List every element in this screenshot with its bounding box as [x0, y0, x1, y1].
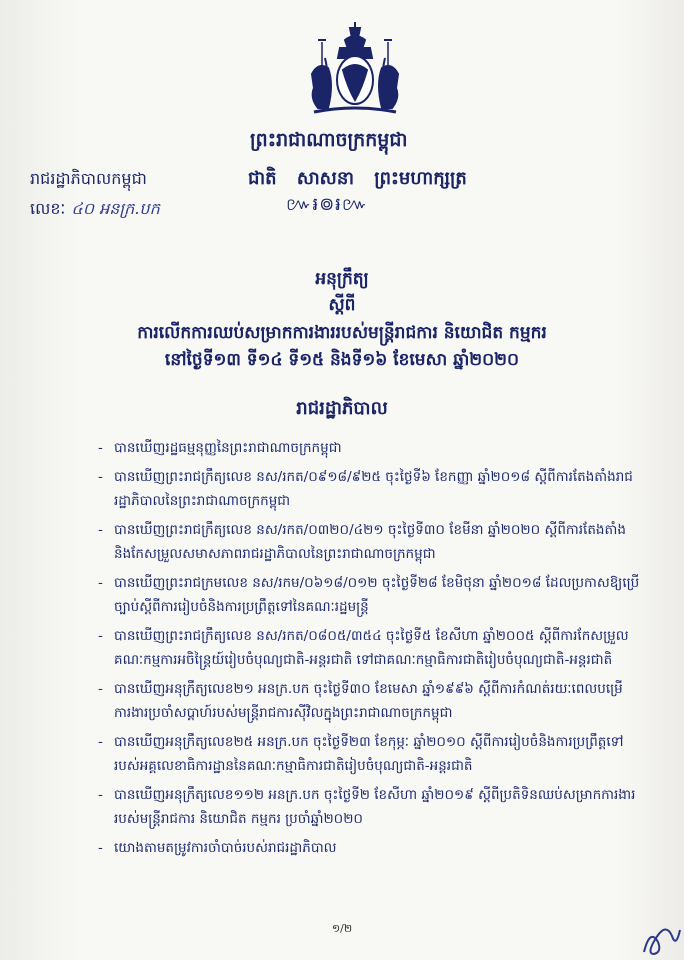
preamble-item: - បានឃើញព្រះរាជក្រឹត្យលេខ នស/រកត/០៣២០/៤២១ ចុះថ្ងៃទី៣០ ខែមីនា ឆ្នាំ២០២០ ស្តីពីការតែងតាំងនិងកែសម្រួលសមាសភាពរាជរដ្ឋាភិបាលនៃព្រះរាជាណាចក្រកម្ពុជា [98, 518, 646, 566]
preamble-list [98, 436, 646, 865]
preamble-item: - យោងតាមតម្រូវការចាំបាច់របស់រាជរដ្ឋាភិបាល [98, 836, 646, 860]
preamble-item: - បានឃើញរដ្ឋធម្មនុញ្ញនៃព្រះរាជាណាចក្រកម្ពុជា [98, 436, 646, 460]
handwritten-initial-signature [636, 908, 684, 960]
preamble-item: - បានឃើញអនុក្រឹត្យលេខ១១២ អនក្រ.បក ចុះថ្ងៃទី២ ខែសីហា ឆ្នាំ២០១៩ ស្តីពីប្រតិទិនឈប់សម្រាកការងាររបស់មន្ត្រីរាជការ និយោជិត កម្មករ ប្រចាំឆ្នាំ២០២០ [98, 783, 646, 831]
document-type: អនុក្រឹត្យ [315, 269, 369, 289]
reference-number [30, 198, 160, 222]
reference-value: ៤០ អនក្រ.បក [71, 199, 160, 218]
government-label: រាជរដ្ឋាភិបាលកម្ពុជា [30, 169, 147, 188]
preamble-item: - បានឃើញអនុក្រឹត្យលេខ២៥ អនក្រ.បក ចុះថ្ងៃទី២៣ ខែកុម្ភៈ ឆ្នាំ២០១០ ស្តីពីការរៀបចំនិងការប្រព្រឹត្តទៅរបស់អគ្គលេខាធិការដ្ឋាននៃគណៈកម្មាធិការជាតិរៀបចំបុណ្យជាតិ-អន្តរជាតិ [98, 730, 646, 778]
section-heading: រាជរដ្ឋាភិបាល [296, 398, 388, 419]
subject-line-1: ការលើកការឈប់សម្រាកការងាររបស់មន្ត្រីរាជការ និយោជិត កម្មករ [137, 323, 547, 343]
royal-coat-of-arms-emblem [300, 18, 410, 120]
subject-line-2: នៅថ្ងៃទី១៣ ទី១៤ ទី១៥ និងទី១៦ ខែមេសា ឆ្នាំ២០២០ [164, 350, 520, 370]
kingdom-heading: ព្រះរាជាណាចក្រកម្ពុជា [250, 129, 408, 151]
national-motto: ជាតិ សាសនា ព្រះមហាក្សត្រ [248, 168, 467, 189]
preamble-item: - បានឃើញព្រះរាជក្រឹត្យលេខ នស/រកត/០៩១៨/៩២៥ ចុះថ្ងៃទី៦ ខែកញ្ញា ឆ្នាំ២០១៨ ស្តីពីការតែងតាំងរាជរដ្ឋាភិបាលនៃព្រះរាជាណាចក្រកម្ពុជា [98, 465, 646, 513]
page-number: ១/២ [331, 922, 353, 935]
preamble-item: - បានឃើញអនុក្រឹត្យលេខ២១ អនក្រ.បក ចុះថ្ងៃទី៣០ ខែមេសា ឆ្នាំ១៩៩៦ ស្តីពីការកំណត់រយៈពេលបម្រើការងារប្រចាំសប្តាហ៍របស់មន្ត្រីរាជការស៊ីវិលក្នុងព្រះរាជាណាចក្រកម្ពុជា [98, 677, 646, 725]
about-label: ស្តីពី [328, 295, 356, 315]
reference-label: លេខៈ [30, 199, 66, 218]
preamble-item: - បានឃើញព្រះរាជក្រឹត្យលេខ នស/រកត/០៨០៥/៣៥៤ ចុះថ្ងៃទី៥ ខែសីហា ឆ្នាំ២០០៥ ស្តីពីការកែសម្រួលគណៈកម្មការអចិន្ត្រៃយ៍រៀបចំបុណ្យជាតិ-អន្តរជាតិ ទៅជាគណៈកម្មាធិការជាតិរៀបចំបុណ្យជាតិ-អន្តរជាតិ [98, 624, 646, 672]
preamble-item: - បានឃើញព្រះរាជក្រមលេខ នស/រកម/០៦១៨/០១២ ចុះថ្ងៃទី២៨ ខែមិថុនា ឆ្នាំ២០១៨ ដែលប្រកាសឱ្យប្រើច្បាប់ស្តីពីការរៀបចំនិងការប្រព្រឹត្តទៅនៃគណៈរដ្ឋមន្ត្រី [98, 571, 646, 619]
decorative-divider: ៚៛៙៛៚ [286, 194, 369, 215]
